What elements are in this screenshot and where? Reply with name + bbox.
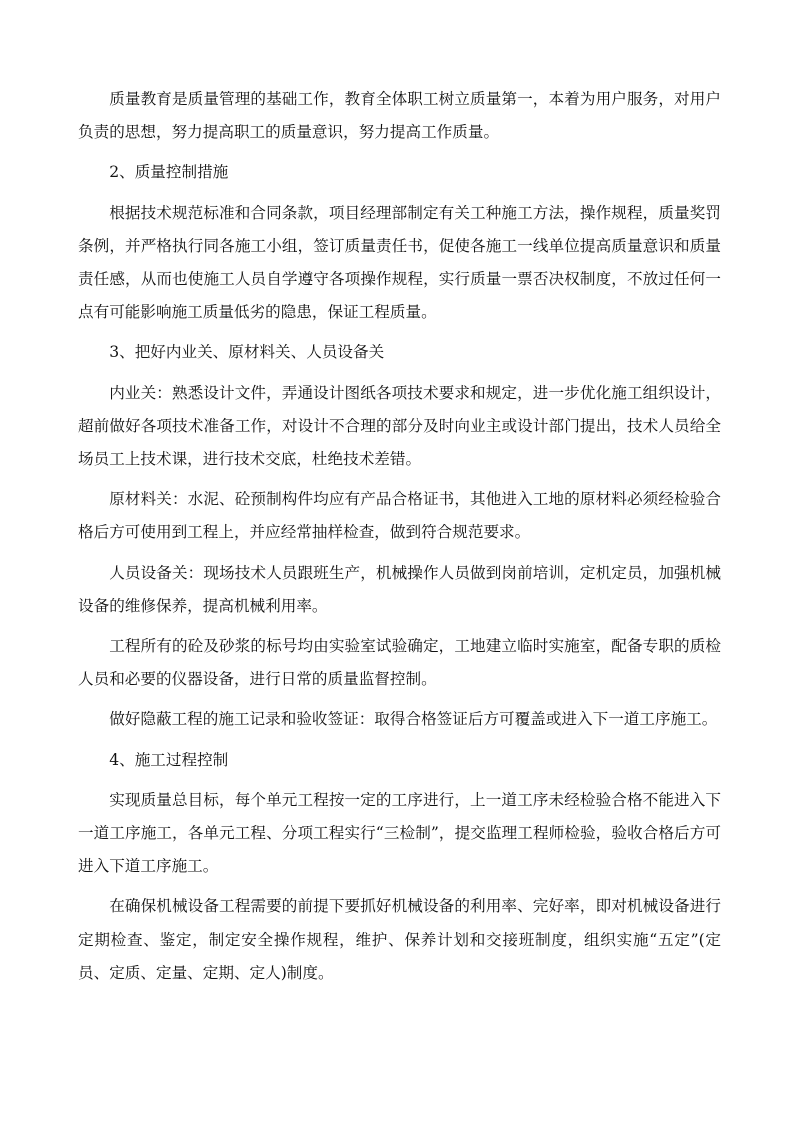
document-body — [78, 83, 721, 997]
paragraph-quality-control-measures: 根据技术规范标准和合同条款，项目经理部制定有关工种施工方法，操作规程，质量奖罚条例，并严格执行同各施工小组，签订质量责任书，促使各施工一线单位提高质量意识和质量责任感，从而也使施工人员自学遵守各项操作规程，实行质量一票否决权制度，不放过任何一点有可能影响施工质量低劣的隐患，保证工程质量。 — [78, 203, 721, 322]
paragraph-raw-materials: 原材料关：水泥、砼预制构件均应有产品合格证书，其他进入工地的原材料必须经检验合格后方可使用到工程上，并应经常抽样检查，做到符合规范要求。 — [78, 490, 721, 542]
paragraph-quality-education: 质量教育是质量管理的基础工作，教育全体职工树立质量第一，本着为用户服务，对用户负责的思想，努力提高职工的质量意识，努力提高工作质量。 — [78, 90, 721, 142]
paragraph-quality-target: 实现质量总目标，每个单元工程按一定的工序进行，上一道工序未经检验合格不能进入下一道工序施工，各单元工程、分项工程实行“三检制”，提交监理工程师检验，验收合格后方可进入下道工序施工。 — [78, 790, 721, 876]
section-heading-process-control: 4、施工过程控制 — [109, 750, 229, 769]
paragraph-personnel-equipment: 人员设备关：现场技术人员跟班生产，机械操作人员做到岗前培训，定机定员，加强机械设备的维修保养，提高机械利用率。 — [78, 563, 721, 615]
section-heading-quality-control: 2、质量控制措施 — [109, 163, 229, 182]
paragraph-machinery: 在确保机械设备工程需要的前提下要抓好机械设备的利用率、完好率，即对机械设备进行定期检查、鉴定，制定安全操作规程，维护、保养计划和交接班制度，组织实施“五定”(定员、定质、定量、定期、定人)制度。 — [78, 897, 721, 982]
paragraph-internal-work: 内业关：熟悉设计文件，弄通设计图纸各项技术要求和规定，进一步优化施工组织设计，超前做好各项技术准备工作，对设计不合理的部分及时向业主或设计部门提出，技术人员给全场员工上技术课，进行技术交底，杜绝技术差错。 — [78, 383, 721, 469]
section-heading-three-checks: 3、把好内业关、原材料关、人员设备关 — [109, 343, 385, 362]
paragraph-concealed-works: 做好隐蔽工程的施工记录和验收签证：取得合格签证后方可覆盖或进入下一道工序施工。 — [109, 710, 718, 729]
paragraph-concrete-mortar: 工程所有的砼及砂浆的标号均由实验室试验确定，工地建立临时实施室，配备专职的质检人员和必要的仪器设备，进行日常的质量监督控制。 — [78, 637, 721, 689]
